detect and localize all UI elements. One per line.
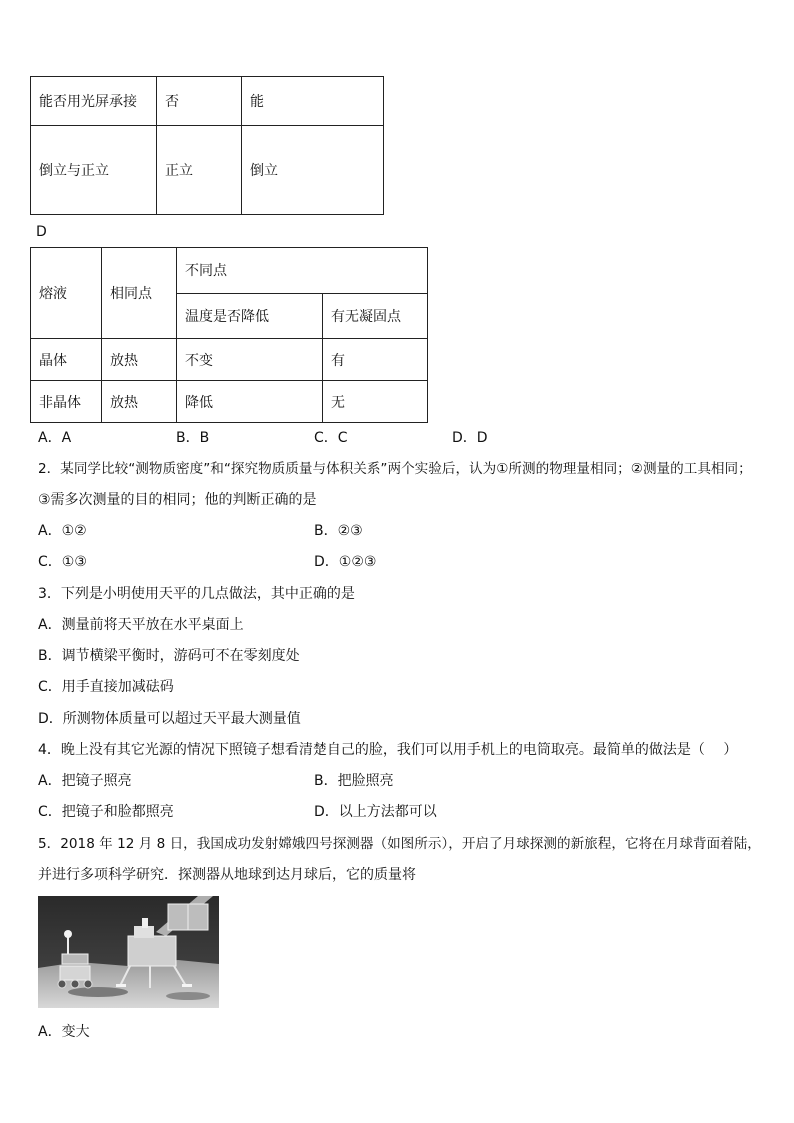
table-cell: 否	[157, 77, 242, 126]
q3-option-a: A．测量前将天平放在水平桌面上	[38, 617, 244, 633]
header-melt: 熔液	[31, 248, 102, 339]
table-cell: 放热	[102, 339, 177, 381]
q1-option-d: D．D	[452, 430, 488, 446]
table-cell: 晶体	[31, 339, 102, 381]
lunar-probe-photo	[38, 896, 219, 1008]
table-cell: 倒立与正立	[31, 126, 157, 215]
table-row	[31, 339, 428, 381]
q2-option-a: A．①②	[38, 523, 87, 539]
table-cell: 降低	[177, 381, 323, 423]
q3-option-d: D．所测物体质量可以超过天平最大测量值	[38, 711, 301, 727]
table-row	[31, 77, 384, 126]
header-diff: 不同点	[177, 248, 428, 294]
table-cell: 不变	[177, 339, 323, 381]
table-cell: 能否用光屏承接	[31, 77, 157, 126]
q1-option-c: C．C	[314, 430, 348, 446]
table-cell: 倒立	[242, 126, 384, 215]
q3-stem: 3．下列是小明使用天平的几点做法，其中正确的是	[38, 586, 355, 602]
q5-stem-line1: 5．2018 年 12 月 8 日，我国成功发射嫦娥四号探测器（如图所示），开启了月球探测的新旅程，它将在月球背面着陆，	[38, 836, 761, 852]
q2-stem-line1: 2．某同学比较“测物质密度”和“探究物质质量与体积关系”两个实验后，认为①所测的物理量相同；②测量的工具相同；	[38, 461, 752, 477]
q2-stem-line2: ③需多次测量的目的相同；他的判断正确的是	[38, 492, 317, 508]
table-cell: 无	[323, 381, 428, 423]
q2-option-b: B．②③	[314, 523, 363, 539]
q4-option-d: D．以上方法都可以	[314, 804, 437, 820]
table-cell: 放热	[102, 381, 177, 423]
q2-option-d: D．①②③	[314, 554, 377, 570]
table-row	[31, 126, 384, 215]
q1-option-a: A．A	[38, 430, 72, 446]
table-cell: 非晶体	[31, 381, 102, 423]
header-same: 相同点	[102, 248, 177, 339]
q4-option-a: A．把镜子照亮	[38, 773, 132, 789]
table-cell: 有	[323, 339, 428, 381]
table-row	[31, 381, 428, 423]
table-cell: 正立	[157, 126, 242, 215]
q3-option-c: C．用手直接加减砝码	[38, 679, 174, 695]
header-temp: 温度是否降低	[177, 293, 323, 339]
q5-option-a: A．变大	[38, 1024, 90, 1040]
comparison-table-2	[30, 247, 428, 423]
q4-option-b: B．把脸照亮	[314, 773, 394, 789]
header-point: 有无凝固点	[323, 293, 428, 339]
q1-option-b: B．B	[176, 430, 210, 446]
comparison-table-1	[30, 76, 384, 215]
q5-stem-line2: 并进行多项科学研究．探测器从地球到达月球后，它的质量将	[38, 867, 416, 883]
q2-option-c: C．①③	[38, 554, 87, 570]
q3-option-b: B．调节横梁平衡时，游码可不在零刻度处	[38, 648, 300, 664]
option-d-label: D	[36, 224, 47, 240]
q4-stem: 4．晚上没有其它光源的情况下照镜子想看清楚自己的脸，我们可以用手机上的电筒取亮。最简单的做法是（ ）	[38, 742, 738, 758]
table-cell: 能	[242, 77, 384, 126]
q4-option-c: C．把镜子和脸都照亮	[38, 804, 174, 820]
table-row	[31, 248, 428, 294]
